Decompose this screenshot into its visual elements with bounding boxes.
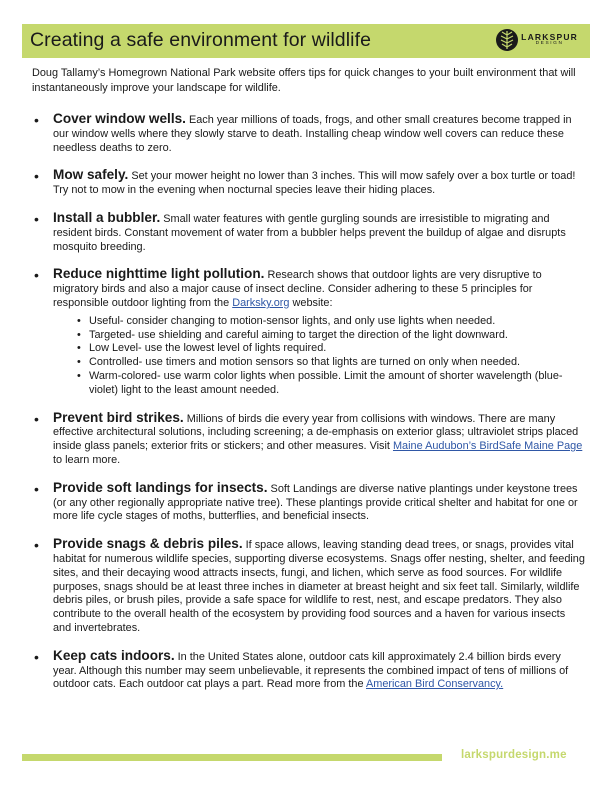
- leaf-logo-icon: [496, 28, 518, 52]
- bullet-icon: •: [34, 648, 39, 665]
- intro-paragraph: Doug Tallamy’s Homegrown National Park website offers tips for quick changes to your built environment that will instantaneously improve your landscape for wildlife.: [32, 67, 576, 94]
- tip-mow-safely: [34, 168, 586, 198]
- bullet-icon: •: [34, 267, 39, 284]
- birdsafe-maine-link[interactable]: Maine Audubon’s BirdSafe Maine Page: [392, 440, 583, 453]
- bullet-icon: •: [34, 112, 39, 128]
- bullet-icon: •: [34, 410, 39, 427]
- tip-soft-landings: [34, 481, 586, 524]
- bullet-icon: •: [77, 328, 81, 341]
- tip-title: Install a bubbler.: [53, 209, 161, 225]
- list-item: [77, 342, 586, 356]
- tip-body: Soft Landings are diverse native plantings under keystone trees (or any other regionally appropriate native tree). These plantings provide critical shelter and habitat for one or more life cycle stages of moths, butterflies, and beneficial insects.: [53, 482, 578, 523]
- bullet-icon: •: [77, 356, 81, 369]
- tip-body: Set your mower height no lower than 3 inches. This will mow safely over a box turtle or toad! Try not to mow in the evening when nocturnal species leave their hiding places.: [53, 170, 576, 197]
- list-item: [77, 315, 586, 329]
- tip-body: Each year millions of toads, frogs, and other small creatures become trapped in our window wells where they slowly starve to death. Installing cheap window well covers can reduce these needless deaths to zero.: [53, 114, 572, 154]
- bullet-icon: •: [77, 314, 81, 327]
- tip-light-pollution: [34, 267, 586, 397]
- tip-body: Research shows that outdoor lights are very disruptive to migratory birds and also a major cause of insect decline. Consider adhering to these 5 principles for responsible outdoor lighting from the: [53, 269, 542, 309]
- darksky-link[interactable]: Darksky.org: [232, 296, 290, 309]
- tip-title: Prevent bird strikes.: [53, 409, 184, 425]
- principle-text: Targeted- use shielding and careful aiming to target the direction of the light downward.: [89, 328, 508, 341]
- tip-title: Mow safely.: [53, 167, 129, 183]
- brand-logo: [496, 28, 578, 52]
- tip-body: If space allows, leaving standing dead trees, or snags, provides vital habitat for numerous wildlife species, supporting diverse ecosystems. Snags offer nesting, shelter, and feeding sites, and their decaying wood attracts insects, fungi, and lichen, which serve as food sources. For wildlife purposes, snags should be at least three inches in diameter at breast height and six feet tall. Similarly, wildlife debris piles, or brush piles, provide a safe space for wildlife to rest, nest, and escape predators. They also contribute to the overall health of the ecosystem by providing food sources and a haven for various insects and invertebrates.: [53, 539, 585, 634]
- tip-body-after: website:: [289, 296, 333, 309]
- list-item: [77, 370, 586, 398]
- tip-title: Reduce nighttime light pollution.: [53, 266, 265, 282]
- tip-body: Small water features with gentle gurgling sounds are irresistible to migrating and resident birds. Constant movement of water from a bubbler helps prevent the buildup of algae and disrupts mosquito breeding.: [53, 212, 566, 253]
- lighting-principles-list: [53, 315, 586, 398]
- tip-body-after: to learn more.: [53, 453, 121, 466]
- page-title: Creating a safe environment for wildlife: [30, 29, 372, 51]
- bullet-icon: •: [34, 210, 39, 227]
- logo-sub: DESIGN: [535, 41, 564, 47]
- bullet-icon: •: [34, 168, 39, 185]
- tip-title: Cover window wells.: [53, 111, 186, 126]
- tip-title: Provide snags & debris piles.: [53, 536, 243, 552]
- header-banner: [22, 24, 590, 58]
- tip-body: In the United States alone, outdoor cats kill approximately 2.4 billion birds every year. Although this number may seem unbelievable, it represents the combined impact of tens of millions of outdoor cats. Each outdoor cat plays a part. Read more from the: [53, 650, 569, 691]
- bullet-icon: •: [34, 537, 39, 554]
- logo-name: LARKSPUR: [521, 31, 578, 42]
- tip-snags-debris: [34, 537, 586, 636]
- list-item: [77, 356, 586, 370]
- tip-title: Provide soft landings for insects.: [53, 479, 268, 495]
- footer-bar: [22, 754, 442, 761]
- tip-install-bubbler: [34, 211, 586, 254]
- principle-text: Controlled- use timers and motion sensors so that lights are turned on only when needed.: [89, 356, 521, 369]
- bullet-icon: •: [34, 480, 39, 497]
- principle-text: Low Level- use the lowest level of lights required.: [89, 342, 327, 355]
- tip-title: Keep cats indoors.: [53, 647, 175, 663]
- bullet-icon: •: [77, 342, 81, 355]
- bullet-icon: •: [77, 369, 81, 382]
- tip-cover-window-wells: [34, 112, 586, 155]
- tip-prevent-bird-strikes: [34, 411, 586, 468]
- tips-list: [34, 112, 586, 705]
- principle-text: Useful- consider changing to motion-sensor lights, and only use lights when needed.: [89, 314, 496, 327]
- list-item: [77, 329, 586, 343]
- tip-body: Millions of birds die every year from collisions with windows. There are many effective architectural solutions, including screening; a de-emphasis on exterior glass; ultraviolet strips placed inside glass panels; exterior frits or stickers; and other measures. Visit: [53, 412, 579, 453]
- principle-text: Warm-colored- use warm color lights when possible. Limit the amount of shorter wavelength (blue-violet) light to the least amount needed.: [89, 369, 563, 396]
- tip-cats-indoors: [34, 649, 586, 692]
- footer-url[interactable]: larkspurdesign.me: [461, 749, 567, 761]
- abc-link[interactable]: American Bird Conservancy.: [365, 678, 504, 691]
